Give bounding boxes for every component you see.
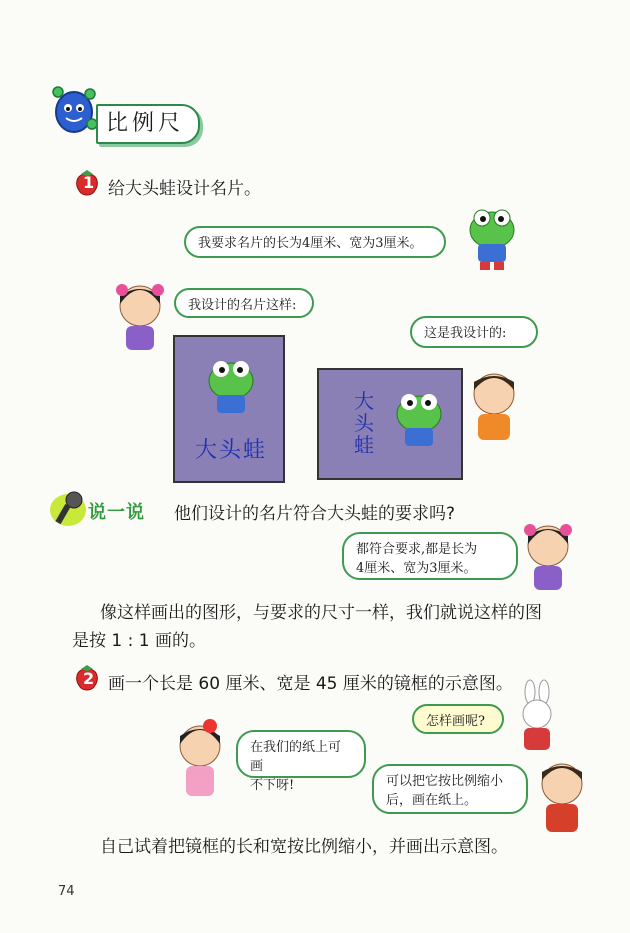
section-title: 比例尺 [106, 111, 185, 136]
paragraph-2: 自己试着把镜框的长和宽按比例缩小，并画出示意图。 [100, 837, 508, 857]
girl-character-icon [518, 516, 578, 592]
girl-character-icon [170, 716, 230, 802]
boy-character-icon [464, 366, 524, 442]
boy-speech-bubble [410, 316, 538, 348]
girl-2-speech-line-2: 不下呀! [250, 778, 295, 793]
name-card-right [317, 368, 463, 480]
problem-number: 2 [83, 669, 95, 688]
answer-speech-bubble [342, 532, 518, 580]
answer-line-2: 4厘米、宽为3厘米。 [356, 561, 477, 576]
problem-2-prompt: 画一个长是 60 厘米、宽是 45 厘米的镜框的示意图。 [108, 674, 513, 694]
girl-speech-text: 我设计的名片这样: [188, 298, 297, 313]
rabbit-speech-text: 怎样画呢? [426, 714, 485, 729]
boy-2-speech-line-1: 可以把它按比例缩小 [386, 774, 504, 789]
frog-speech-text: 我要求名片的长为4厘米、宽为3厘米。 [198, 236, 423, 251]
boy-speech-text: 这是我设计的: [424, 326, 507, 341]
card-right-name: 大头蛙 [354, 389, 374, 457]
page-number: 74 [58, 884, 75, 899]
girl-2-speech-bubble [236, 730, 366, 793]
boy-2-speech-line-2: 后，画在纸上。 [386, 793, 478, 808]
girl-2-speech-line-1: 在我们的纸上可画 [250, 740, 342, 774]
card-left-name: 大头蛙 [195, 438, 268, 463]
frog-card-icon [389, 388, 449, 458]
discuss-question: 他们设计的名片符合大头蛙的要求吗? [174, 504, 456, 524]
discuss-label: 说一说 [88, 502, 145, 523]
boy-character-icon [532, 756, 592, 836]
rabbit-speech-bubble [412, 704, 504, 734]
name-card-left [173, 335, 285, 483]
paragraph-1-line-1: 像这样画出的图形，与要求的尺寸一样，我们就说这样的图 [100, 603, 542, 623]
boy-2-speech-bubble [372, 764, 528, 814]
paragraph-1-line-2: 是按 1 : 1 画的。 [72, 631, 206, 651]
girl-character-icon [110, 276, 170, 352]
frog-speech-bubble [184, 226, 446, 258]
rabbit-character-icon [512, 682, 562, 752]
frog-character-icon [462, 204, 522, 274]
frog-card-icon [201, 355, 261, 425]
problem-prompt: 给大头蛙设计名片。 [108, 179, 261, 199]
problem-number: 1 [83, 173, 95, 192]
answer-line-1: 都符合要求,都是长为 [356, 542, 478, 557]
girl-speech-bubble [174, 288, 314, 318]
mascot-ball-icon [50, 84, 98, 136]
